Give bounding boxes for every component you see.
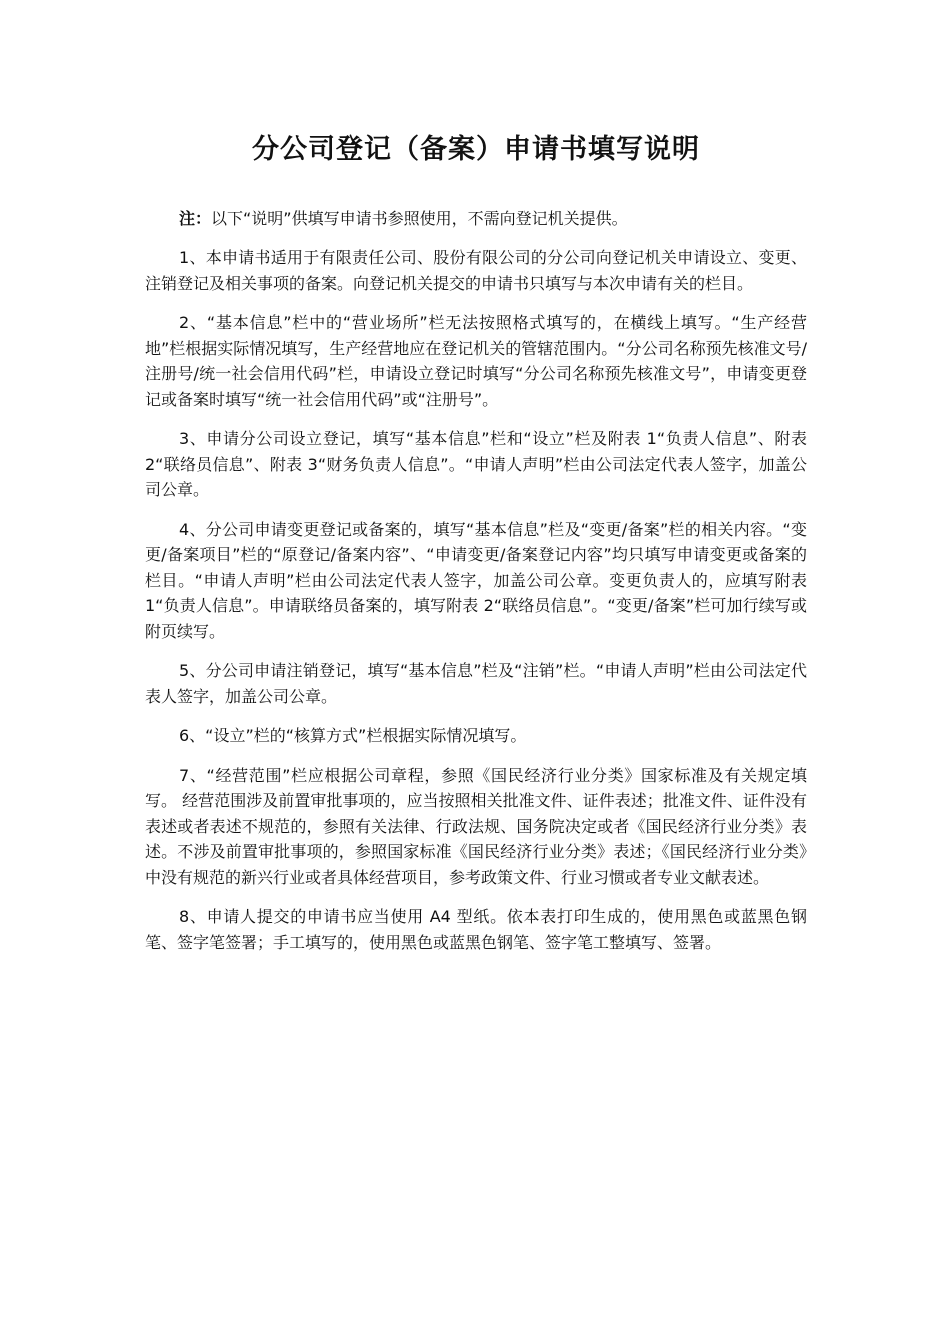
instruction-item-4: 4、分公司申请变更登记或备案的，填写“基本信息”栏及“变更/备案”栏的相关内容。“变更/备案项目”栏的“原登记/备案内容”、“申请变更/备案登记内容”均只填写申请变更或备案的栏目。“申请人声明”栏由公司法定代表人签字，加盖公司公章。变更负责人的，应填写附表 1“负责人信息”。申请联络员备案的，填写附表 2“联络员信息”。“变更/备案”栏可加行续写或附页续写。 — [145, 519, 807, 641]
instruction-item-3: 3、申请分公司设立登记，填写“基本信息”栏和“设立”栏及附表 1“负责人信息”、附表 2“联络员信息”、附表 3“财务负责人信息”。“申请人声明”栏由公司法定代表人签字，加盖公司公章。 — [145, 429, 807, 499]
note-paragraph — [145, 206, 807, 231]
document-page — [145, 128, 807, 969]
note-text: 以下“说明”供填写申请书参照使用，不需向登记机关提供。 — [211, 209, 628, 228]
instruction-item-6: 6、“设立”栏的“核算方式”栏根据实际情况填写。 — [179, 726, 527, 745]
instruction-item-7: 7、“经营范围”栏应根据公司章程，参照《国民经济行业分类》国家标准及有关规定填写。 经营范围涉及前置审批事项的，应当按照相关批准文件、证件表述；批准文件、证件没有表述或者表述不规范的，参照有关法律、行政法规、国务院决定或者《国民经济行业分类》表述。不涉及前置审批事项的，参照国家标准《国民经济行业分类》表述；《国民经济行业分类》中没有规范的新兴行业或者具体经营项目，参考政策文件、行业习惯或者专业文献表述。 — [145, 765, 807, 887]
instruction-item-5: 5、分公司申请注销登记，填写“基本信息”栏及“注销”栏。“申请人声明”栏由公司法定代表人签字，加盖公司公章。 — [145, 661, 807, 706]
instruction-item-1: 1、本申请书适用于有限责任公司、股份有限公司的分公司向登记机关申请设立、变更、注销登记及相关事项的备案。向登记机关提交的申请书只填写与本次申请有关的栏目。 — [145, 248, 807, 293]
instruction-item-8: 8、申请人提交的申请书应当使用 A4 型纸。依本表打印生成的，使用黑色或蓝黑色钢笔、签字笔签署；手工填写的，使用黑色或蓝黑色钢笔、签字笔工整填写、签署。 — [145, 907, 807, 952]
note-label: 注： — [179, 209, 212, 228]
page-title: 分公司登记（备案）申请书填写说明 — [252, 134, 700, 165]
instruction-item-2: 2、“基本信息”栏中的“营业场所”栏无法按照格式填写的，在横线上填写。“生产经营地”栏根据实际情况填写，生产经营地应在登记机关的管辖范围内。“分公司名称预先核准文号/注册号/统一社会信用代码”栏，申请设立登记时填写“分公司名称预先核准文号”，申请变更登记或备案时填写“统一社会信用代码”或“注册号”。 — [145, 313, 807, 409]
